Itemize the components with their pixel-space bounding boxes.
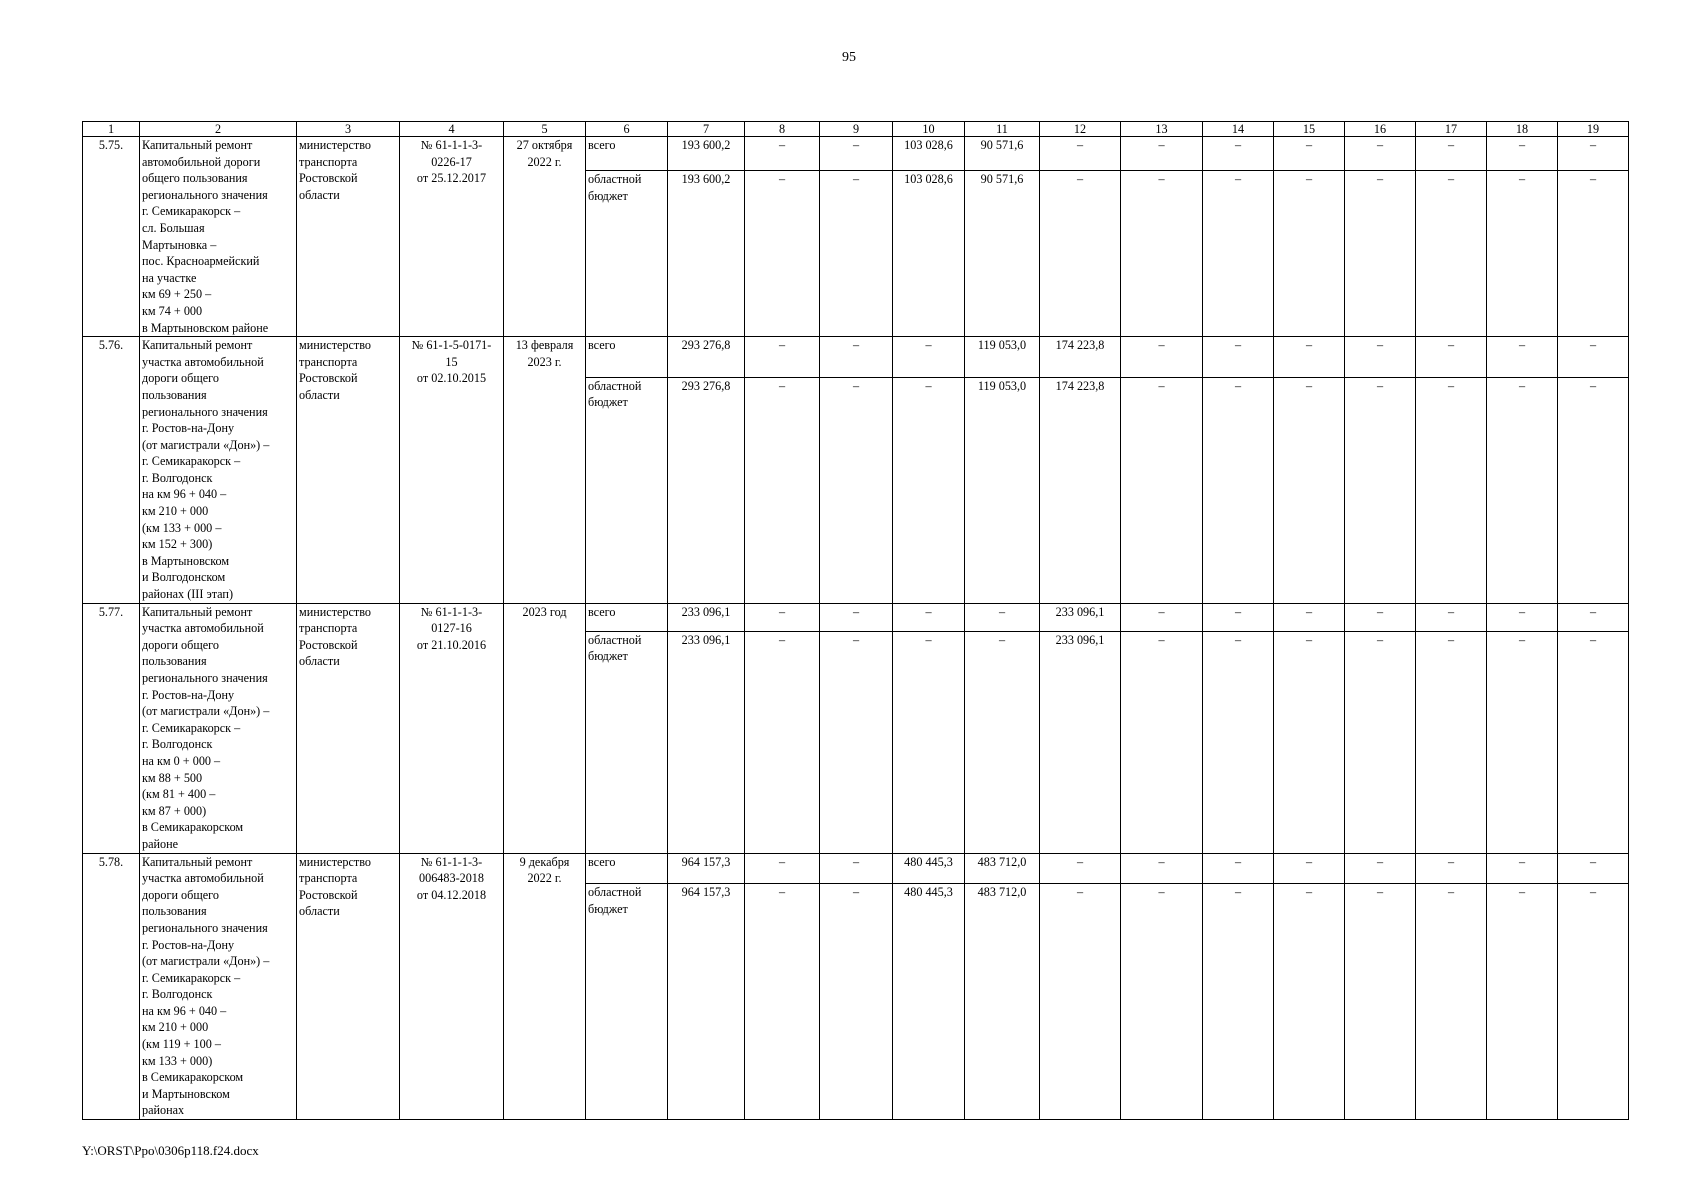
object-name-line: участка автомобильной — [142, 621, 264, 636]
amount-cell: – — [1040, 137, 1121, 171]
object-name-line: дороги общего — [142, 637, 219, 652]
completion-date — [504, 137, 586, 337]
expertise-conclusion-line: 006483-2018 — [419, 871, 484, 886]
object-name-line: г. Ростов-на-Дону — [142, 687, 235, 702]
object-name-line: Капитальный ремонт — [142, 854, 253, 869]
amount-cell: – — [1040, 171, 1121, 337]
column-number-cell: 13 — [1121, 122, 1203, 137]
column-number-cell: 19 — [1558, 122, 1629, 137]
amount-cell: – — [1558, 337, 1629, 378]
customer-line: транспорта — [299, 871, 358, 886]
amount-cell: – — [820, 603, 893, 631]
amount-cell: – — [1274, 853, 1345, 884]
funding-source — [586, 171, 668, 337]
customer — [297, 337, 400, 604]
completion-date — [504, 853, 586, 1120]
expertise-conclusion — [400, 853, 504, 1120]
customer-line: Ростовской — [299, 171, 358, 186]
expertise-conclusion — [400, 337, 504, 604]
object-name-line: на участке — [142, 270, 197, 285]
expertise-conclusion-line: № 61-1-1-3- — [420, 138, 483, 152]
column-number-cell: 17 — [1416, 122, 1487, 137]
object-name-line: г. Волгодонск — [142, 737, 213, 752]
column-number-cell: 2 — [140, 122, 297, 137]
entry-number: 5.75. — [83, 137, 140, 337]
amount-cell: – — [1487, 603, 1558, 631]
expertise-conclusion-line: № 61-1-5-0171- — [411, 338, 492, 353]
object-name-line: Капитальный ремонт — [142, 138, 253, 152]
amount-cell: – — [745, 337, 820, 378]
funding-source-line: областной — [588, 378, 642, 393]
expertise-conclusion — [400, 603, 504, 853]
amount-cell: – — [1203, 337, 1274, 378]
amount-cell: – — [1274, 337, 1345, 378]
completion-date-line: 2022 г. — [527, 154, 562, 169]
completion-date-line: 2023 г. — [527, 354, 562, 369]
object-name-line: км 210 + 000 — [142, 504, 209, 519]
object-name-line: (от магистрали «Дон») – — [142, 704, 270, 719]
amount-cell: 174 223,8 — [1040, 377, 1121, 603]
amount-cell: – — [1345, 884, 1416, 1120]
amount-cell: 233 096,1 — [1040, 631, 1121, 853]
object-name — [140, 337, 297, 604]
object-name-line: общего пользования — [142, 171, 248, 186]
amount-cell: – — [1416, 603, 1487, 631]
amount-cell: – — [1121, 631, 1203, 853]
amount-cell: – — [965, 631, 1040, 853]
object-name-line: районах — [142, 1103, 185, 1118]
object-name-line: (от магистрали «Дон») – — [142, 437, 270, 452]
amount-cell: – — [1121, 337, 1203, 378]
column-number-cell: 14 — [1203, 122, 1274, 137]
object-name — [140, 853, 297, 1120]
object-name-line: км 133 + 000) — [142, 1053, 213, 1068]
amount-cell: – — [965, 603, 1040, 631]
amount-cell: – — [893, 631, 965, 853]
customer-line: Ростовской — [299, 637, 358, 652]
object-name-line: км 74 + 000 — [142, 303, 203, 318]
completion-date — [504, 603, 586, 853]
table-row — [83, 603, 1629, 631]
amount-cell: 293 276,8 — [668, 377, 745, 603]
object-name-line: г. Семикаракорск – — [142, 720, 241, 735]
table-row — [83, 337, 1629, 378]
customer-line: Ростовской — [299, 371, 358, 386]
amount-cell: – — [893, 603, 965, 631]
object-name-line: районах (III этап) — [142, 587, 234, 602]
column-number-row — [83, 122, 1629, 137]
completion-date — [504, 337, 586, 604]
amount-cell: – — [1121, 884, 1203, 1120]
object-name-line: пользования — [142, 654, 207, 669]
amount-cell: – — [820, 337, 893, 378]
completion-date-line: 2022 г. — [527, 871, 562, 886]
entry-number: 5.78. — [83, 853, 140, 1120]
amount-cell: 483 712,0 — [965, 853, 1040, 884]
funding-source — [586, 337, 668, 378]
object-name-line: дороги общего — [142, 887, 219, 902]
funding-source-line: бюджет — [588, 188, 628, 203]
amount-cell: – — [1558, 603, 1629, 631]
amount-cell: – — [1121, 171, 1203, 337]
object-name-line: участка автомобильной — [142, 871, 264, 886]
amount-cell: – — [745, 631, 820, 853]
customer-line: области — [299, 904, 340, 919]
object-name-line: регионального значения — [142, 920, 268, 935]
column-number-cell: 1 — [83, 122, 140, 137]
amount-cell: 233 096,1 — [668, 631, 745, 853]
amount-cell: – — [1203, 171, 1274, 337]
amount-cell: – — [1487, 853, 1558, 884]
object-name-line: г. Ростов-на-Дону — [142, 937, 235, 952]
amount-cell: – — [1203, 853, 1274, 884]
funding-source-line: бюджет — [588, 649, 628, 664]
amount-cell: – — [1416, 377, 1487, 603]
object-name-line: пос. Красноармейский — [142, 254, 260, 269]
amount-cell: – — [1274, 137, 1345, 171]
object-name-line: Капитальный ремонт — [142, 604, 253, 619]
entry-number: 5.77. — [83, 603, 140, 853]
amount-cell: – — [1558, 137, 1629, 171]
amount-cell: – — [1274, 603, 1345, 631]
completion-date-line: 13 февраля — [515, 338, 574, 353]
funding-source-line: областной — [588, 885, 642, 900]
customer-line: области — [299, 387, 340, 402]
amount-cell: 483 712,0 — [965, 884, 1040, 1120]
amount-cell: – — [1487, 137, 1558, 171]
column-number-cell: 5 — [504, 122, 586, 137]
object-name-line: пользования — [142, 904, 207, 919]
amount-cell: 90 571,6 — [965, 171, 1040, 337]
amount-cell: 233 096,1 — [1040, 603, 1121, 631]
amount-cell: – — [1345, 603, 1416, 631]
amount-cell: – — [820, 171, 893, 337]
amount-cell: – — [1121, 137, 1203, 171]
amount-cell: 103 028,6 — [893, 137, 965, 171]
amount-cell: – — [1558, 377, 1629, 603]
column-number-cell: 12 — [1040, 122, 1121, 137]
amount-cell: – — [1487, 631, 1558, 853]
amount-cell: – — [1416, 631, 1487, 853]
amount-cell: – — [1416, 337, 1487, 378]
amount-cell: – — [1487, 171, 1558, 337]
object-name-line: районе — [142, 836, 179, 851]
customer-line: министерство — [299, 854, 372, 869]
column-number-cell: 18 — [1487, 122, 1558, 137]
amount-cell: – — [1274, 377, 1345, 603]
customer — [297, 853, 400, 1120]
amount-cell: 174 223,8 — [1040, 337, 1121, 378]
object-name-line: и Волгодонском — [142, 570, 226, 585]
amount-cell: – — [893, 377, 965, 603]
funding-source — [586, 631, 668, 853]
amount-cell: – — [1487, 377, 1558, 603]
expertise-conclusion-line: от 02.10.2015 — [416, 371, 487, 386]
program-table — [82, 121, 1629, 1120]
object-name-line: (км 119 + 100 – — [142, 1037, 221, 1052]
customer-line: транспорта — [299, 354, 358, 369]
amount-cell: – — [1558, 171, 1629, 337]
amount-cell: – — [1487, 337, 1558, 378]
object-name-line: (км 81 + 400 – — [142, 787, 216, 802]
amount-cell: – — [745, 171, 820, 337]
amount-cell: – — [1203, 377, 1274, 603]
object-name-line: автомобильной дороги — [142, 154, 261, 169]
amount-cell: 964 157,3 — [668, 884, 745, 1120]
amount-cell: – — [1487, 884, 1558, 1120]
object-name-line: в Мартыновском районе — [142, 320, 269, 335]
object-name — [140, 603, 297, 853]
object-name-line: и Мартыновском — [142, 1086, 230, 1101]
column-number-cell: 11 — [965, 122, 1040, 137]
expertise-conclusion-line: от 04.12.2018 — [416, 887, 487, 902]
amount-cell: 119 053,0 — [965, 377, 1040, 603]
expertise-conclusion-line: 0127-16 — [431, 621, 472, 636]
customer — [297, 603, 400, 853]
expertise-conclusion-line: № 61-1-1-3- — [420, 854, 483, 869]
object-name-line: (км 133 + 000 – — [142, 520, 222, 535]
amount-cell: 233 096,1 — [668, 603, 745, 631]
object-name-line: в Мартыновском — [142, 553, 230, 568]
amount-cell: 90 571,6 — [965, 137, 1040, 171]
object-name-line: регионального значения — [142, 404, 268, 419]
amount-cell: – — [1345, 377, 1416, 603]
expertise-conclusion-line: от 21.10.2016 — [416, 637, 487, 652]
page-number: 95 — [842, 50, 856, 65]
amount-cell: – — [745, 377, 820, 603]
amount-cell: – — [1558, 631, 1629, 853]
amount-cell: – — [820, 137, 893, 171]
amount-cell: – — [1203, 631, 1274, 853]
table-body — [83, 122, 1629, 1120]
funding-source — [586, 603, 668, 631]
amount-cell: – — [1274, 884, 1345, 1120]
object-name-line: сл. Большая — [142, 220, 205, 235]
object-name-line: на км 0 + 000 – — [142, 753, 221, 768]
column-number-cell: 8 — [745, 122, 820, 137]
object-name-line: Мартыновка – — [142, 237, 217, 252]
object-name-line: г. Волгодонск — [142, 470, 213, 485]
customer-line: транспорта — [299, 621, 358, 636]
column-number-cell: 3 — [297, 122, 400, 137]
object-name-line: км 210 + 000 — [142, 1020, 209, 1035]
column-number-cell: 10 — [893, 122, 965, 137]
amount-cell: – — [1416, 137, 1487, 171]
completion-date-line: 27 октября — [516, 138, 573, 152]
object-name-line: г. Ростов-на-Дону — [142, 421, 235, 436]
amount-cell: – — [1274, 171, 1345, 337]
amount-cell: – — [820, 631, 893, 853]
amount-cell: – — [1416, 884, 1487, 1120]
amount-cell: 193 600,2 — [668, 171, 745, 337]
funding-source-line: всего — [588, 604, 616, 619]
object-name-line: на км 96 + 040 – — [142, 1003, 227, 1018]
amount-cell: 103 028,6 — [893, 171, 965, 337]
funding-source-line: бюджет — [588, 395, 628, 410]
object-name-line: на км 96 + 040 – — [142, 487, 227, 502]
completion-date-line: 2023 год — [522, 604, 567, 619]
customer-line: области — [299, 187, 340, 202]
amount-cell: – — [745, 603, 820, 631]
amount-cell: – — [1274, 631, 1345, 853]
amount-cell: – — [1558, 853, 1629, 884]
object-name-line: км 88 + 500 — [142, 770, 203, 785]
expertise-conclusion — [400, 137, 504, 337]
object-name-line: в Семикаракорском — [142, 820, 244, 835]
amount-cell: – — [1040, 884, 1121, 1120]
amount-cell: – — [745, 884, 820, 1120]
column-number-cell: 7 — [668, 122, 745, 137]
expertise-conclusion-line: от 25.12.2017 — [416, 171, 487, 186]
table-row — [83, 853, 1629, 884]
expertise-conclusion-line: № 61-1-1-3- — [420, 604, 483, 619]
amount-cell: – — [1345, 631, 1416, 853]
column-number-cell: 6 — [586, 122, 668, 137]
object-name-line: км 152 + 300) — [142, 537, 213, 552]
funding-source-line: областной — [588, 632, 642, 647]
customer-line: министерство — [299, 338, 372, 353]
customer-line: министерство — [299, 604, 372, 619]
amount-cell: – — [1345, 137, 1416, 171]
customer-line: Ростовской — [299, 887, 358, 902]
funding-source-line: всего — [588, 138, 616, 152]
customer — [297, 137, 400, 337]
amount-cell: – — [820, 884, 893, 1120]
amount-cell: – — [1121, 377, 1203, 603]
amount-cell: 119 053,0 — [965, 337, 1040, 378]
amount-cell: – — [1203, 137, 1274, 171]
column-number-cell: 4 — [400, 122, 504, 137]
table-row — [83, 137, 1629, 171]
object-name-line: регионального значения — [142, 187, 268, 202]
amount-cell: – — [1203, 884, 1274, 1120]
amount-cell: 480 445,3 — [893, 853, 965, 884]
amount-cell: – — [1040, 853, 1121, 884]
amount-cell: – — [1558, 884, 1629, 1120]
column-number-cell: 16 — [1345, 122, 1416, 137]
object-name-line: г. Семикаракорск – — [142, 454, 241, 469]
object-name-line: в Семикаракорском — [142, 1070, 244, 1085]
object-name-line: участка автомобильной — [142, 354, 264, 369]
object-name-line: пользования — [142, 387, 207, 402]
column-number-cell: 15 — [1274, 122, 1345, 137]
amount-cell: – — [745, 137, 820, 171]
funding-source — [586, 884, 668, 1120]
amount-cell: 193 600,2 — [668, 137, 745, 171]
amount-cell: – — [1121, 853, 1203, 884]
object-name-line: дороги общего — [142, 371, 219, 386]
amount-cell: 480 445,3 — [893, 884, 965, 1120]
amount-cell: – — [1121, 603, 1203, 631]
expertise-conclusion-line: 15 — [445, 354, 458, 369]
object-name-line: (от магистрали «Дон») – — [142, 954, 270, 969]
funding-source — [586, 853, 668, 884]
object-name-line: г. Волгодонск — [142, 987, 213, 1002]
customer-line: министерство — [299, 138, 372, 152]
file-path-footer: Y:\ORST\Ppo\0306p118.f24.docx — [82, 1143, 259, 1158]
object-name-line: км 69 + 250 – — [142, 287, 212, 302]
object-name-line: км 87 + 000) — [142, 803, 207, 818]
funding-source-line: бюджет — [588, 901, 628, 916]
amount-cell: – — [893, 337, 965, 378]
entry-number: 5.76. — [83, 337, 140, 604]
funding-source-line: всего — [588, 854, 616, 869]
customer-line: транспорта — [299, 154, 358, 169]
customer-line: области — [299, 654, 340, 669]
completion-date-line: 9 декабря — [519, 854, 570, 869]
amount-cell: – — [1345, 853, 1416, 884]
amount-cell: – — [745, 853, 820, 884]
amount-cell: 964 157,3 — [668, 853, 745, 884]
object-name-line: регионального значения — [142, 671, 268, 685]
column-number-cell: 9 — [820, 122, 893, 137]
amount-cell: – — [1416, 171, 1487, 337]
amount-cell: – — [1345, 171, 1416, 337]
funding-source-line: областной — [588, 172, 642, 187]
funding-source — [586, 377, 668, 603]
funding-source — [586, 137, 668, 171]
amount-cell: – — [820, 853, 893, 884]
object-name-line: г. Семикаракорск – — [142, 970, 241, 985]
object-name — [140, 137, 297, 337]
expertise-conclusion-line: 0226-17 — [431, 154, 472, 169]
object-name-line: Капитальный ремонт — [142, 338, 253, 353]
amount-cell: – — [1203, 603, 1274, 631]
amount-cell: 293 276,8 — [668, 337, 745, 378]
amount-cell: – — [1345, 337, 1416, 378]
amount-cell: – — [1416, 853, 1487, 884]
amount-cell: – — [820, 377, 893, 603]
funding-source-line: всего — [588, 338, 616, 353]
object-name-line: г. Семикаракорск – — [142, 204, 241, 219]
